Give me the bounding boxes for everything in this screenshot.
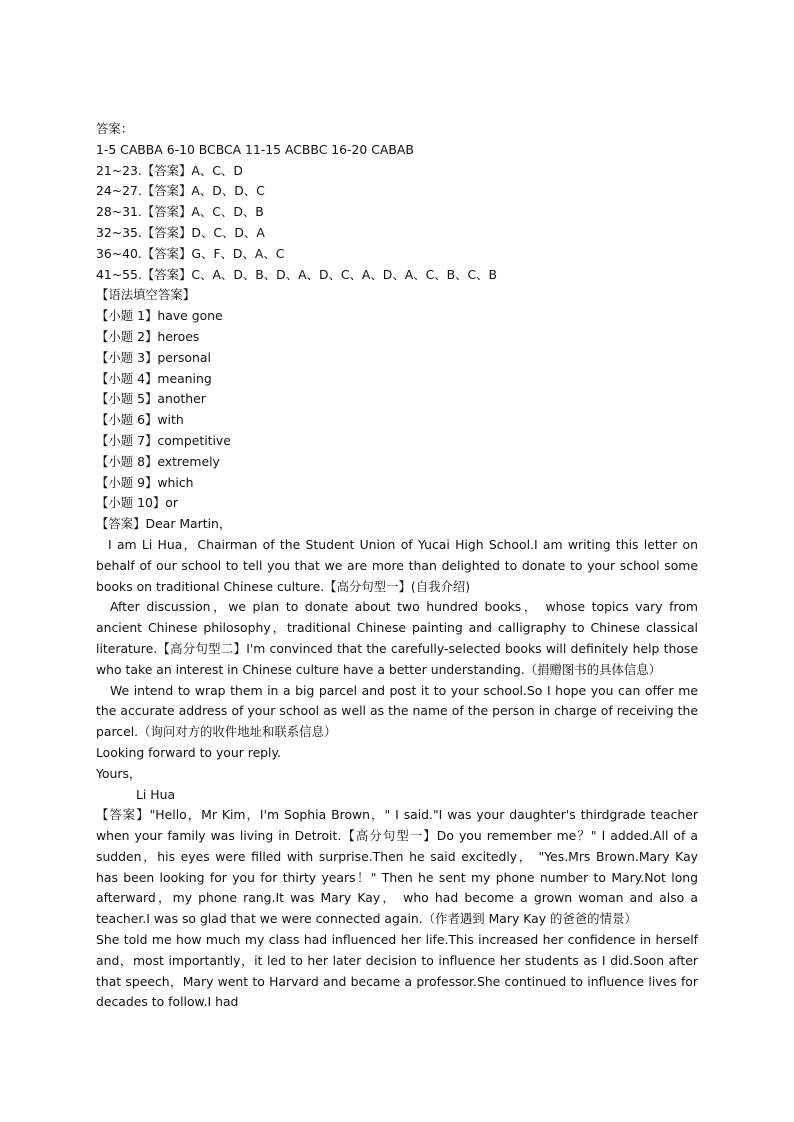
letter-paragraph-1: I am Li Hua，Chairman of the Student Union of Yucai High School.I am writing this letter on behalf of our school to tell you that we are more than delighted to donate to your school some books on traditional Chinese culture.【高分句型一】(自我介绍) [96,536,698,594]
grammar-item-7: 【小题 7】competitive [96,432,231,448]
grammar-item-1: 【小题 1】have gone [96,308,223,324]
grammar-item-5: 【小题 5】another [96,391,206,407]
grammar-item-3: 【小题 3】personal [96,349,211,365]
answer-line-4: 28~31.【答案】A、C、D、B [96,204,264,220]
answers-title: 答案： [96,121,134,136]
grammar-item-2: 【小题 2】heroes [96,328,200,344]
answer-line-7: 41~55.【答案】C、A、D、B、D、A、D、C、A、D、A、C、B、C、B [96,266,498,282]
letter-valediction: Yours， [96,765,142,781]
grammar-item-6: 【小题 6】with [96,412,184,428]
answer-line-2: 21~23.【答案】A、C、D [96,162,243,178]
answer-line-1: 1-5 CABBA 6-10 BCBCA 11-15 ACBBC 16-20 CABAB [96,141,414,157]
answer-line-3: 24~27.【答案】A、D、D、C [96,183,265,199]
letter-greeting: 【答案】Dear Martin， [96,516,232,532]
grammar-item-8: 【小题 8】extremely [96,453,220,469]
answer-line-5: 32~35.【答案】D、C、D、A [96,224,265,240]
answer-line-6: 36~40.【答案】G、F、D、A、C [96,245,285,261]
letter-closing-line: Looking forward to your reply. [96,744,281,760]
letter-paragraph-3: We intend to wrap them in a big parcel and post it to your school.So I hope you can offer me the accurate address of your school as well as the name of the person in charge of receiving the parcel.（询问对方的收件地址和联系信息） [96,682,698,740]
grammar-item-9: 【小题 9】which [96,474,194,490]
grammar-item-4: 【小题 4】meaning [96,370,212,386]
document-page [96,119,698,1013]
story-paragraph-1: 【答案】"Hello，Mr Kim，I'm Sophia Brown，" I said."I was your daughter's thirdgrade teacher when your family was living in Detroit.【高分句型一】Do you remember me？" I added.All of a sudden，his eyes were filled with surprise.Then he said excitedly， "Yes.Mrs Brown.Mary Kay has been looking for you for thirty years！" Then he sent my phone number to Mary.Not long afterward，my phone rang.It was Mary Kay， who had become a grown woman and also a teacher.I was so glad that we were connected again.（作者遇到 Mary Kay 的爸爸的情景） [96,807,698,927]
letter-paragraph-2: After discussion，we plan to donate about two hundred books， whose topics vary from ancient Chinese philosophy，traditional Chinese painting and calligraphy to Chinese classical literature.【高分句型二】I'm convinced that the carefully-selected books will definitely help those who take an interest in Chinese culture have a better understanding.（捐赠图书的具体信息） [96,599,698,677]
letter-signature: Li Hua [136,786,176,802]
grammar-heading: 【语法填空答案】 [96,287,196,303]
story-paragraph-2: She told me how much my class had influenced her life.This increased her confidence in herself and，most importantly，it led to her later decision to influence her students as I did.Soon after that speech，Mary went to Harvard and became a professor.She continued to influence lives for decades to follow.I had [96,932,698,1010]
grammar-item-10: 【小题 10】or [96,495,178,511]
